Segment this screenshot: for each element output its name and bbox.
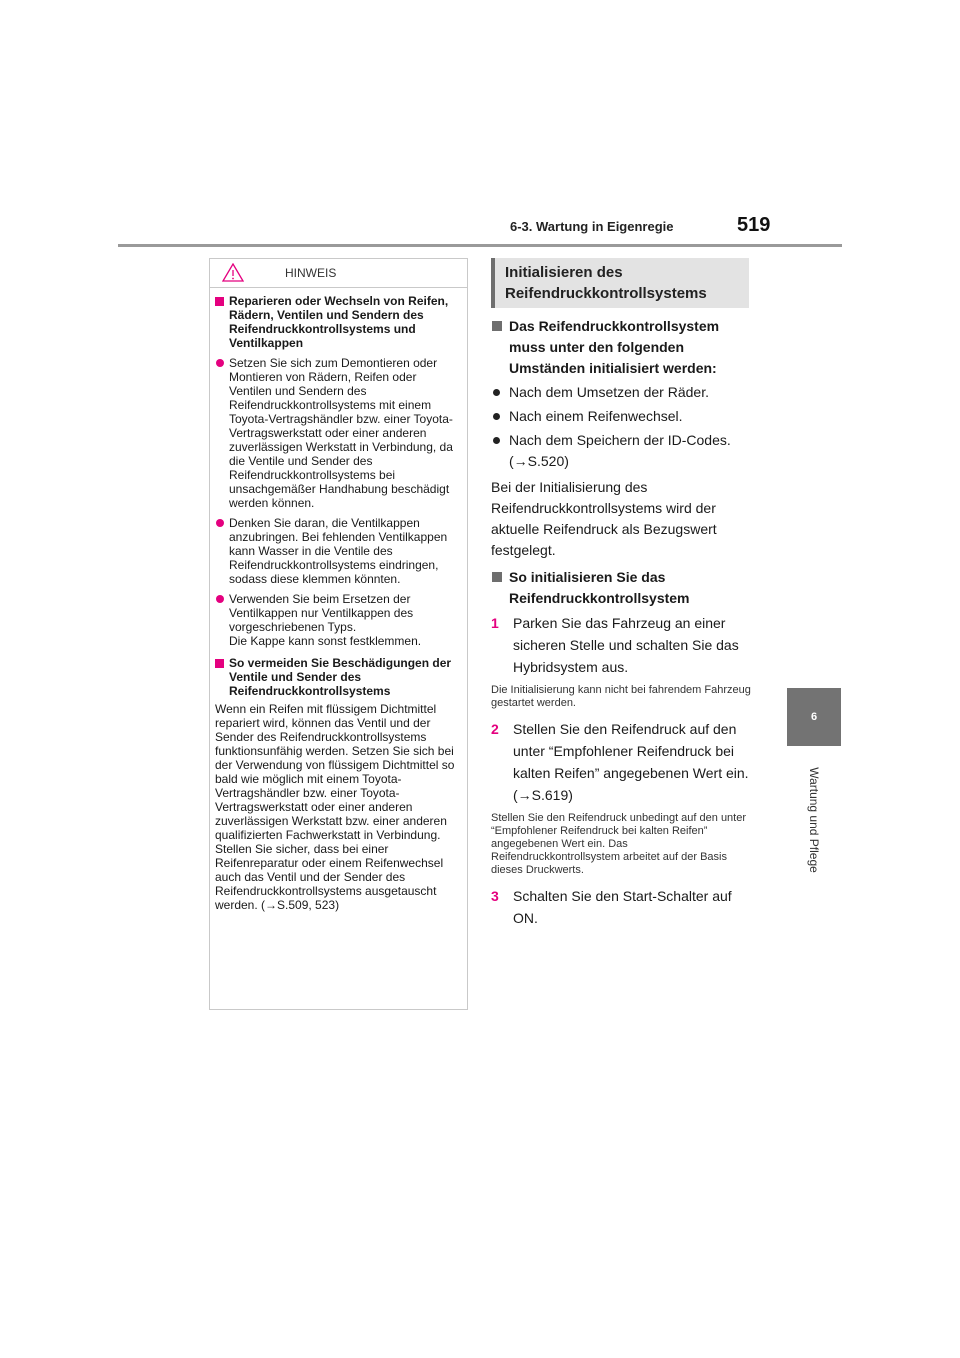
notice-label: HINWEIS: [285, 266, 337, 280]
section-body: [491, 316, 753, 929]
chapter-label: [804, 758, 824, 888]
notice-heading: Reparieren oder Wechseln von Reifen, Rädern, Ventilen und Sendern des Reifendruckkontrollsystems und Ventilkappen: [215, 294, 459, 350]
warning-icon: [222, 263, 244, 282]
section-header: 6-3. Wartung in Eigenregie: [510, 219, 674, 234]
notice-bullet: Denken Sie daran, die Ventilkappen anzubringen. Bei fehlenden Ventilkappen kann Wasser in die Ventile des Reifendruckkontrollsystems eindringen, sodass diese klemmen könnten.: [215, 516, 459, 586]
page-number: 519: [737, 214, 771, 236]
notice-bullet: Setzen Sie sich zum Demontieren oder Montieren von Rädern, Reifen oder Ventilen und Sendern des Reifendruckkontrollsystems mit einem Toyota-Vertragshändler bzw. einer Toyota-Vertragswerkstatt oder einer anderen zuverlässigen Werkstatt in Verbindung, da die Ventile und Sender des Reifendruckkontrollsystems bei unsachgemäßer Handhabung beschädigt werden können.: [215, 356, 459, 510]
chapter-label-text: Wartung und Pflege: [807, 767, 821, 873]
chapter-tab[interactable]: 6: [787, 688, 841, 746]
list-item: Nach dem Umsetzen der Räder.: [491, 382, 753, 403]
header-divider: [118, 244, 842, 247]
subheading: Das Reifendruckkontrollsystem muss unter den folgenden Umständen initialisiert werden:: [491, 316, 753, 379]
step-item: 3 Schalten Sie den Start-Schalter auf ON.: [491, 888, 732, 926]
paragraph: Bei der Initialisierung des Reifendruckkontrollsystems wird der aktuelle Reifendruck als Bezugswert festgelegt.: [491, 479, 717, 558]
step-item: 2 Stellen Sie den Reifendruck auf den unter “Empfohlener Reifendruck bei kalten Reifen” angegebenen Wert ein. (→S.619): [491, 721, 749, 803]
subheading: So initialisieren Sie das Reifendruckkontrollsystem: [491, 567, 753, 609]
notice-header: [210, 259, 467, 288]
list-item: Nach dem Speichern der ID-Codes. (→S.520): [491, 430, 753, 472]
step-item: 1 Parken Sie das Fahrzeug an einer sicheren Stelle und schalten Sie das Hybridsystem aus.: [491, 615, 739, 675]
notice-bullet: Verwenden Sie beim Ersetzen der Ventilkappen nur Ventilkappen des vorgeschriebenen Typs. Die Kappe kann sonst festklemmen.: [215, 592, 459, 648]
notice-paragraph: Wenn ein Reifen mit flüssigem Dichtmittel repariert wird, können das Ventil und der Sender des Reifendruckkontrollsystems funktionsunfähig werden. Setzen Sie sich bei der Verwendung von flüssigem Dichtmittel so bald wie möglich mit einem Toyota-Vertragshändler bzw. einer Toyota-Vertragswerkstatt oder einer anderen zuverlässigen Werkstatt bzw. einer anderen qualifizierten Fachwerkstatt in Verbindung. Stellen Sie sicher, dass bei einer Reifenreparatur oder einem Reifenwechsel auch das Ventil und der Sender des Reifendruckkontrollsystems ausgetauscht werden. (→S.509, 523): [215, 702, 455, 912]
step-note: Stellen Sie den Reifendruck unbedingt auf den unter “Empfohlener Reifendruck bei kalten Reifen” angegebenen Wert ein. Das Reifendruckkontrollsystem arbeitet auf der Basis dieses Druckwerts.: [491, 812, 747, 876]
list-item: Nach einem Reifenwechsel.: [491, 406, 753, 427]
step-note: Die Initialisierung kann nicht bei fahrendem Fahrzeug gestartet werden.: [491, 684, 751, 709]
notice-heading: So vermeiden Sie Beschädigungen der Ventile und Sender des Reifendruckkontrollsystems: [215, 656, 459, 698]
section-title: Initialisieren des Reifendruckkontrollsystems: [491, 258, 749, 308]
notice-box: [209, 258, 468, 1010]
